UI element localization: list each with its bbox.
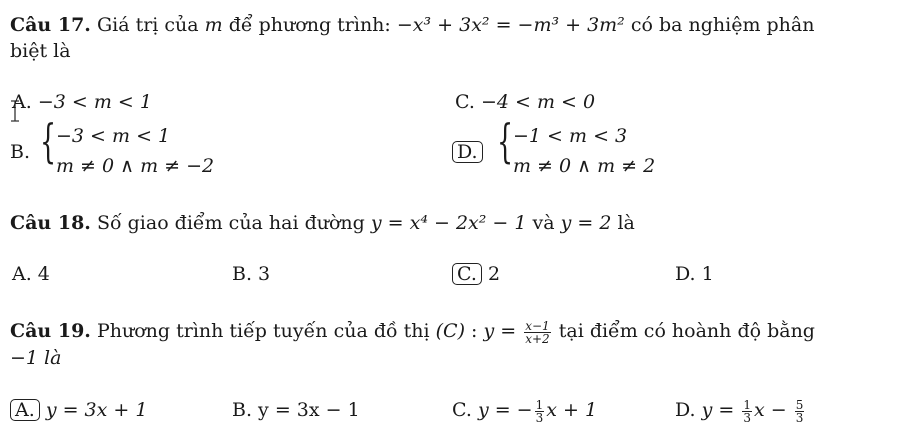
option-fraction <box>742 399 752 424</box>
system-line: m ≠ 0 ∧ m ≠ 2 <box>513 155 656 177</box>
option-value: 2 <box>487 263 501 285</box>
fraction-numerator: x−1 <box>525 318 550 333</box>
q19-curve: (C) <box>435 320 466 342</box>
q17-option-c[interactable] <box>455 90 595 114</box>
answer-box: A. <box>10 399 40 421</box>
option-fraction <box>795 399 805 424</box>
option-value: x + 1 <box>546 399 598 421</box>
q19-option-c[interactable] <box>452 398 597 424</box>
q17-option-b[interactable] <box>10 140 30 164</box>
fraction-denominator: x+2 <box>525 331 550 346</box>
option-value: y = 3x + 1 <box>45 399 148 421</box>
q18-equation: y = 2 <box>560 212 612 234</box>
q19-text: tại điểm có hoành độ bằng <box>552 320 815 342</box>
question-18-stem <box>10 210 880 236</box>
fraction-numerator: 1 <box>535 397 544 412</box>
q17-text: để phương trình: <box>222 14 397 36</box>
system-line: m ≠ 0 ∧ m ≠ −2 <box>56 155 215 177</box>
q19-fraction <box>524 320 550 345</box>
q18-text: và <box>526 212 561 234</box>
question-17-stem <box>10 12 880 64</box>
option-value: −4 < m < 0 <box>480 91 596 113</box>
question-19-label: Câu 19. <box>10 320 91 342</box>
q19-text: Phương trình tiếp tuyến của đồ thị <box>90 320 436 342</box>
q17-text: biệt là <box>10 40 71 62</box>
q17-var: m <box>204 14 223 36</box>
option-label: C. <box>455 91 475 113</box>
brace-icon: { <box>497 114 514 168</box>
question-19-stem <box>10 318 880 371</box>
q19-option-d[interactable] <box>675 398 806 424</box>
q18-equation: y = x⁴ − 2x² − 1 <box>370 212 527 234</box>
fraction-denominator: 3 <box>743 410 752 425</box>
system-line: −1 < m < 3 <box>513 125 628 147</box>
option-fraction <box>535 399 545 424</box>
brace-icon: { <box>40 114 57 168</box>
q17-option-b-system <box>40 114 230 182</box>
q17-equation: −x³ + 3x² = −m³ + 3m² <box>396 14 625 36</box>
fraction-numerator: 1 <box>743 397 752 412</box>
q18-option-c[interactable] <box>452 262 500 286</box>
q19-equation: y = <box>483 320 523 342</box>
option-value: −3 < m < 1 <box>37 91 152 113</box>
option-label: D. <box>675 399 696 421</box>
option-label: B. <box>10 141 31 163</box>
fraction-denominator: 3 <box>795 410 804 425</box>
option-label: A. <box>12 91 32 113</box>
q17-option-d[interactable] <box>452 140 483 164</box>
answer-box: D. <box>452 141 483 163</box>
q18-option-d[interactable]: D. 1 <box>675 263 714 285</box>
q17-option-d-system <box>497 114 687 182</box>
q18-text: là <box>611 212 635 234</box>
q18-text: Số giao điểm của hai đường <box>90 212 371 234</box>
system-line: −3 < m < 1 <box>56 125 171 147</box>
q19-option-a[interactable] <box>10 398 147 422</box>
fraction-numerator: 5 <box>795 397 804 412</box>
option-value: y = − <box>477 399 533 421</box>
q18-option-a[interactable]: A. 4 <box>12 263 50 285</box>
option-value: x − <box>754 399 793 421</box>
answer-box: C. <box>452 263 482 285</box>
option-label: C. <box>452 399 472 421</box>
question-17-label: Câu 17. <box>10 14 91 36</box>
q17-text: Giá trị của <box>90 14 205 36</box>
question-18-label: Câu 18. <box>10 212 91 234</box>
q19-text: : <box>465 320 484 342</box>
q17-text: có ba nghiệm phân <box>624 14 815 36</box>
q18-option-b[interactable]: B. 3 <box>232 263 271 285</box>
q17-option-a[interactable] <box>12 90 152 114</box>
option-value: y = <box>701 399 741 421</box>
q19-text: −1 là <box>10 346 62 369</box>
fraction-denominator: 3 <box>535 410 544 425</box>
q19-option-b[interactable]: B. y = 3x − 1 <box>232 399 360 421</box>
